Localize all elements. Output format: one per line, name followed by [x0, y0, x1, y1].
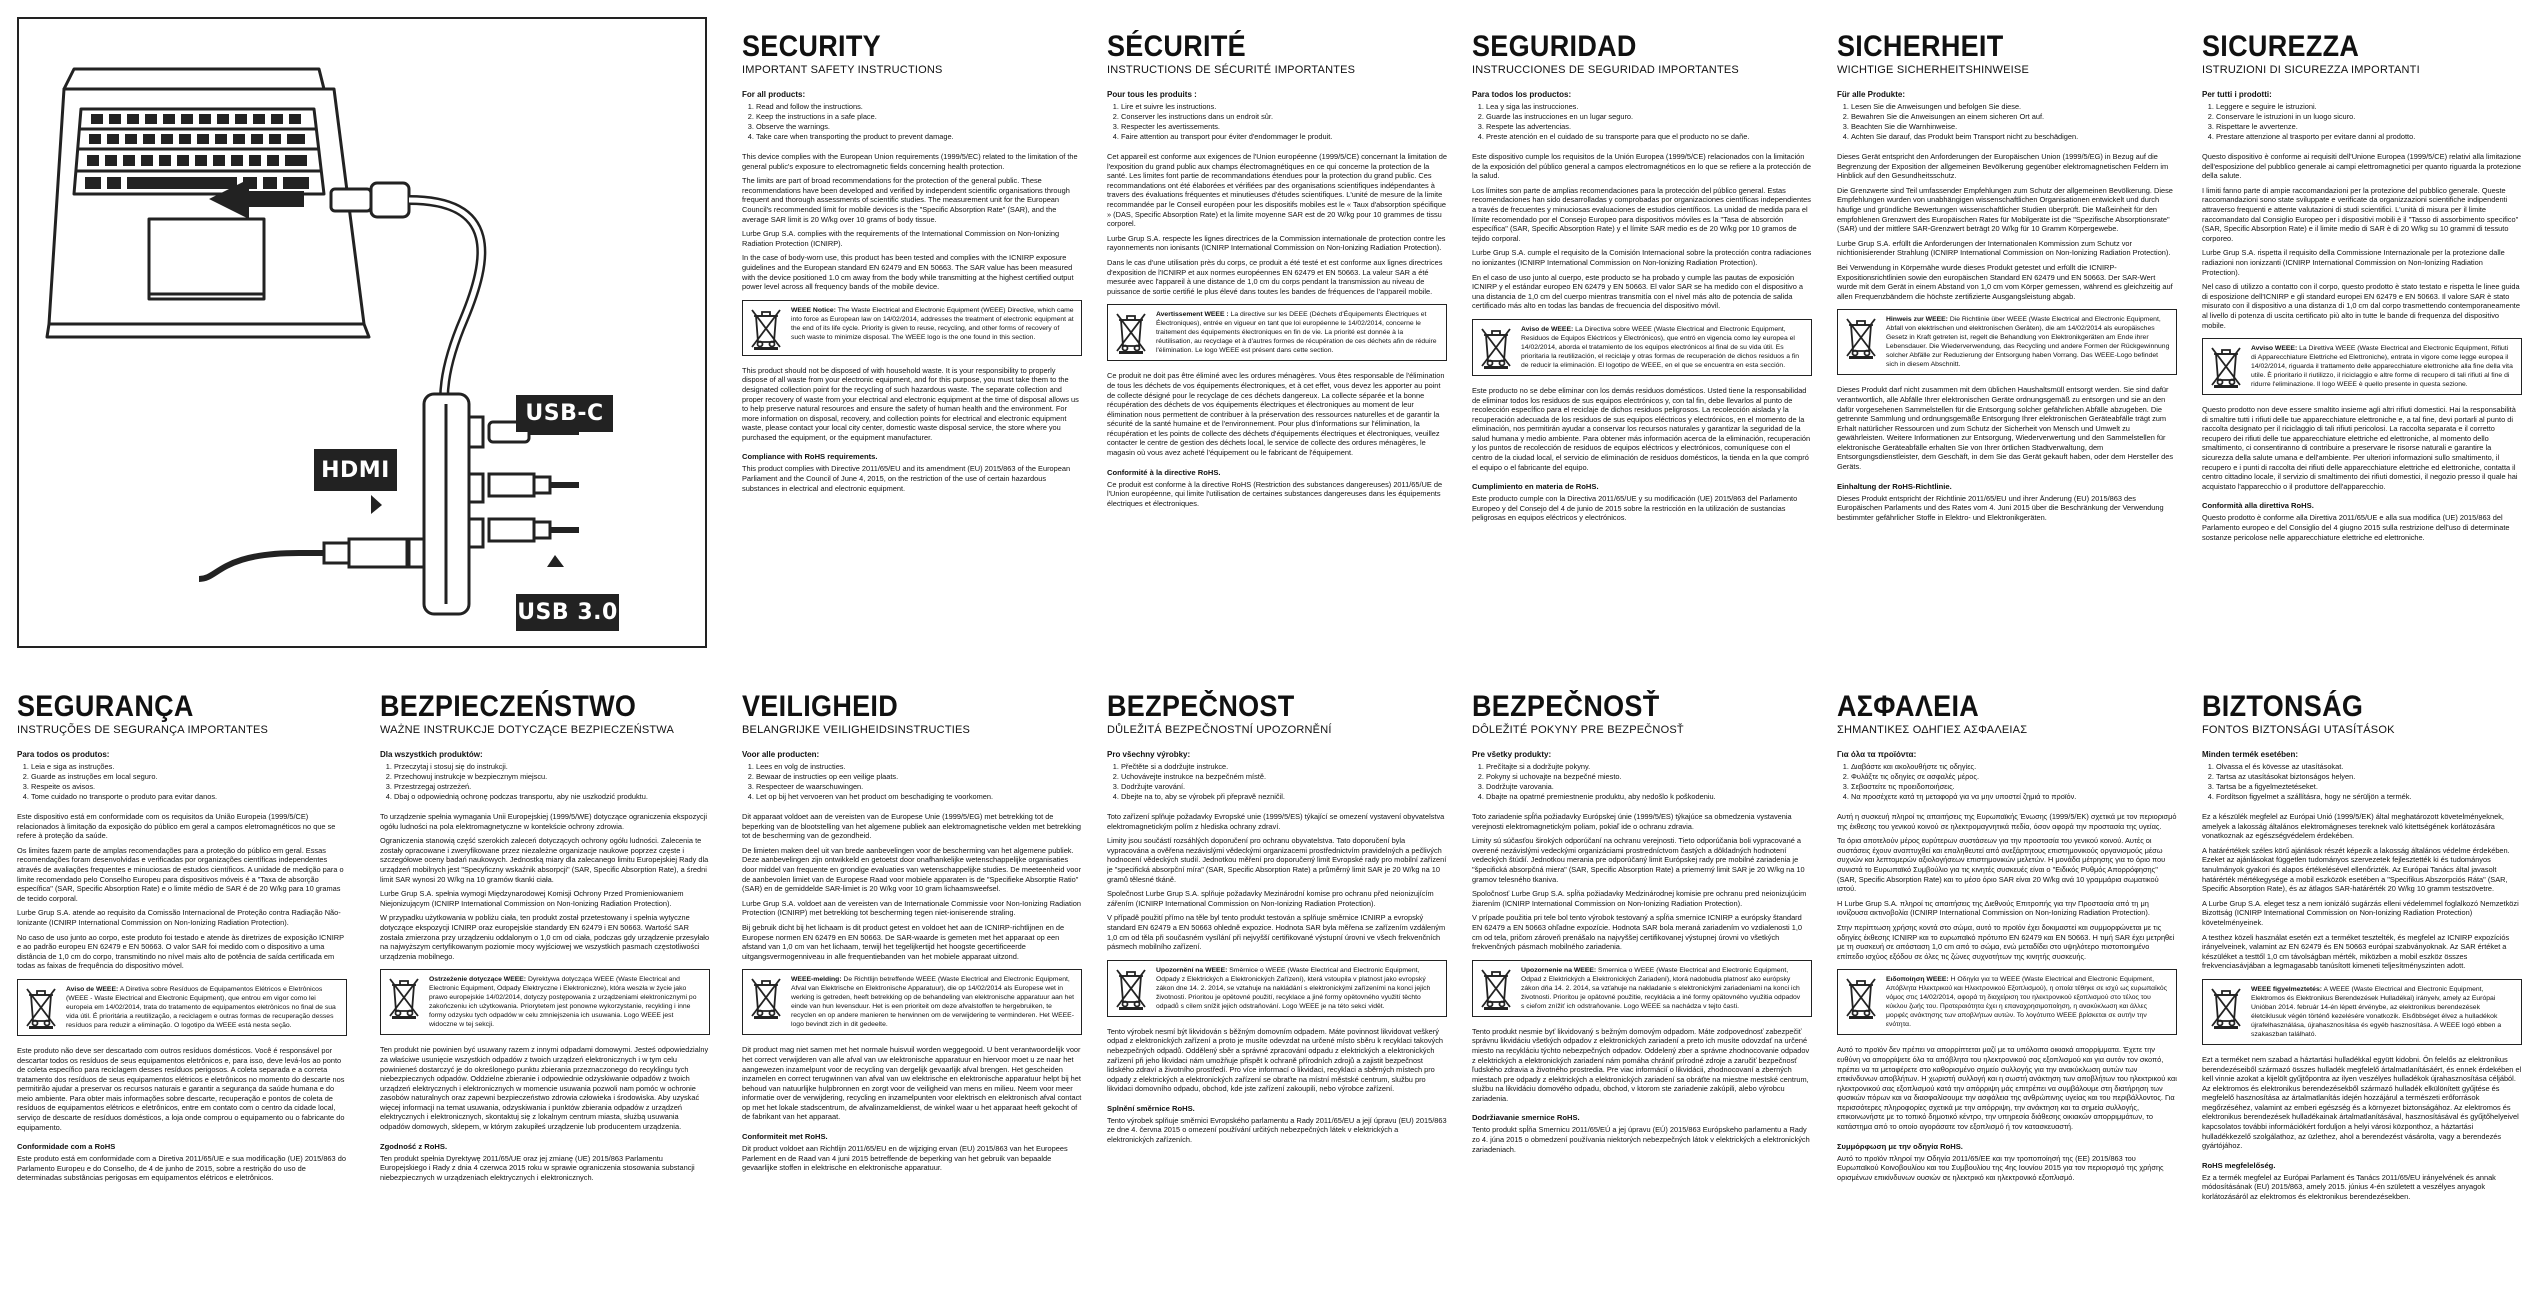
instruction-item: 3. Dodržujte varování.	[1121, 782, 1447, 792]
section-title: SICUREZZA	[2202, 30, 2360, 63]
body-paragraph: Este dispositivo está em conformidade com os requisitos da União Europeia (1999/5/CE) relacionados à limitação da exposição do público em geral a campos eletromagnéticos no que se refere à proteção da saúde.	[17, 812, 336, 841]
instruction-item: 1. Leggere e seguire le istruzioni.	[2216, 102, 2522, 112]
section-title: BEZPIECZEŃSTWO	[380, 690, 637, 723]
instruction-list	[1121, 762, 1447, 802]
instruction-list	[31, 762, 347, 802]
section-nl	[742, 690, 1082, 1300]
section-title: BEZPEČNOST	[1107, 690, 1295, 723]
rohs-text: Este produto está em conformidade com a Diretiva 2011/65/UE e sua modificação (UE) 2015/863 do Parlamento Europeu e do Conselho, de 4 de junho de 2015, sobre a restrição do uso de determinadas substâncias perigosas em equipamentos elétricos e eletrônicos.	[17, 1154, 346, 1183]
instruction-item: 1. Read and follow the instructions.	[756, 102, 1082, 112]
rohs-text: Ten produkt spełnia Dyrektywę 2011/65/UE oraz jej zmianę (UE) 2015/863 Parlamentu Europejskiego i Rady z dnia 4 czerwca 2015 roku w sprawie ograniczenia stosowania substancji niebezpiecznych w urządzeniach elektrycznych i elektronicznych.	[380, 1153, 695, 1182]
body-paragraph: Lurbe Grup S.A. respecte les lignes directrices de la Commission internationale de protection contre les rayonnements non ionisants (ICNIRP International Commission on Non-Ionizing Radiation Protection).	[1107, 233, 1446, 253]
instruction-item: 3. Dodržujte varovania.	[1486, 782, 1812, 792]
body-paragraph: Cet appareil est conforme aux exigences de l'Union européenne (1999/5/CE) concernant la limitation de l'exposition du grand public aux champs électromagnétiques en ce qui concerne la protection de la santé. Les limites font partie de recommandations étendues pour la protection du grand public. Ces recommandations ont été élaborées et vérifiées par des organisations scientifiques indépendantes à travers des évaluations fréquentes et minutieuses d'études scientifiques. L'unité de mesure de la limite recommandée par le Conseil européen pour les dispositifs mobiles est le « Taux d'absorption spécifique » (DAS, Specific Absorption Rate) et la limite moyenne SAR est de 20 W/kg pour 10 grammes de tissu corporel.	[1107, 152, 1447, 229]
rohs-text: Tento výrobek splňuje směrnici Evropského parlamentu a Rady 2011/65/EU a její úpravu (EU) 2015/863 ze dne 4. června 2015 o omezení používání určitých nebezpečných látek v elektrických a elektronických zařízeních.	[1107, 1115, 1447, 1145]
body-paragraph: Στην περίπτωση χρήσης κοντά στο σώμα, αυτό το προϊόν έχει δοκιμαστεί και συμμορφώνεται με τις οδηγίες έκθεσης ICNIRP και το ευρωπαϊκό πρότυπο EN 62479 και EN 50663. Η τιμή SAR έχει μετρηθεί με τη συσκευή σε απόσταση 1,0 cm από το σώμα, ενώ μεταδίδει στο υψηλότερο πιστοποιημένο επίπεδο ισχύος εξόδου σε όλες τις ζώνες συχνοτήτων της κινητής συσκευής.	[1837, 922, 2175, 961]
section-subtitle: DŮLEŽITÁ BEZPEČNOSTNÍ UPOZORNĚNÍ	[1107, 724, 1332, 736]
section-subtitle: DÔLEŽITÉ POKYNY PRE BEZPEČNOSŤ	[1472, 724, 1684, 736]
instruction-item: 2. Guarde las instrucciones en un lugar seguro.	[1486, 112, 1812, 122]
rohs-title: Zgodność z RoHS.	[380, 1141, 448, 1151]
instruction-list	[756, 102, 1082, 142]
instruction-item: 4. Preste atención en el cuidado de su transporte para que el producto no se dañe.	[1486, 132, 1812, 142]
weee-notice	[1107, 960, 1447, 1017]
crossed-bin-icon	[749, 975, 783, 1019]
weee-text: A WEEE (Waste Electrical and Electronic Equipment, Elektromos és Elektronikus Berendezések Hulladékai) irányelv, amely az Európai Unióban 2014. február 14-én lépett érvénybe, az elektronikus berendezések életciklusuk végén történő kezelésére vonatkozik. Elsőbbséget élvez a hulladékok újrafelhasználása, újrahasznosítása és egyéb hasznosítása. A WEEE logó ebben a szakaszban található.	[2251, 985, 2502, 1038]
weee-notice	[1472, 960, 1812, 1017]
crossed-bin-icon	[2209, 985, 2243, 1029]
body-paragraph: Lurbe Grup S.A. erfüllt die Anforderungen der Internationalen Kommission zum Schutz vor nichtionisierender Strahlung (ICNIRP International Commission on Non-Ionizing Radiation Protection).	[1837, 238, 2171, 258]
usb-c-label: USB-C	[516, 395, 613, 432]
section-el	[1837, 690, 2177, 1300]
crossed-bin-icon	[1844, 975, 1878, 1019]
section-title: SEGURANÇA	[17, 690, 194, 723]
instruction-item: 4. Take care when transporting the product to prevent damage.	[756, 132, 1082, 142]
body-paragraph: Limity jsou součástí rozsáhlých doporučení pro ochranu obyvatelstva. Tato doporučení byla vypracována a ověřena nezávislými vědeckými organizacemi prostřednictvím pravidelných a pečlivých hodnocení vědeckých studií. Jednotkou měření pro doporučený limit Evropské rady pro mobilní zařízení je "specifická absorpční míra" (SAR, Specific Absorption Rate) a průměrný limit SAR je 20 W/kg na 10 gramů tělesné tkáně.	[1107, 836, 1447, 884]
products-heading: For all products:	[742, 90, 806, 99]
instruction-item: 1. Olvassa el és kövesse az utasításokat.	[2216, 762, 2522, 772]
rohs-title: Cumplimiento en materia de RoHS.	[1472, 482, 1599, 492]
body-paragraph: Die Grenzwerte sind Teil umfassender Empfehlungen zum Schutz der allgemeinen Bevölkerung. Diese Empfehlungen wurden von unabhängigen wissenschaftlichen Organisationen entwickelt und durch häufige und gründliche Bewertungen wissenschaftlicher Studien überprüft. Die Maßeinheit für den empfohlenen Grenzwert des Europäischen Rates für Mobilgeräte ist die "Spezifische Absorptionsrate" (SAR) und der mittlere SAR-Grenzwert beträgt 20 W/kg für 10 Gramm Körpergewebe.	[1837, 185, 2173, 234]
section-subtitle: INSTRUCTIONS DE SÉCURITÉ IMPORTANTES	[1107, 64, 1356, 76]
section-en	[742, 30, 1082, 650]
products-heading: Para todos los productos:	[1472, 90, 1572, 99]
instruction-item: 4. Faire attention au transport pour éviter d'endommager le produit.	[1121, 132, 1447, 142]
weee-text: Η Οδηγία για τα WEEE (Waste Electrical and Electronic Equipment, Απόβλητα Ηλεκτρικού και Ηλεκτρονικού Εξοπλισμού), η οποία τέθηκε σε ισχύ ως ευρωπαϊκός νόμος στις 14/02/2014, αφορά τη διαχείριση του ηλεκτρονικού εξοπλισμού στο τέλος του κύκλου ζωής του. Προτεραιότητα έχει η επαναχρησιμοποίηση, η ανακύκλωση και άλλες μορφές ανάκτησης των αποβλήτων αυτών. Το λογότυπο WEEE βρίσκεται σε αυτήν την ενότητα.	[1886, 976, 2167, 1029]
weee-text: Směrnice o WEEE (Waste Electrical and Electronic Equipment, Odpady z Elektrických a Elektronických Zařízení), která vstoupila v platnost jako evropský zákon dne 14. 2. 2014, se vztahuje na nakládání s elektronickými zařízeními na konci jejich životnosti. Prioritou je opětovné použití, recyklace a jiné formy opětovného využití těchto odpadů s cílem snížit jejich odstraňování. Logo WEEE je na této sekci vidět.	[1156, 966, 1431, 1010]
body-paragraph: Τα όρια αποτελούν μέρος ευρύτερων συστάσεων για την προστασία του γενικού κοινού. Αυτές οι συστάσεις έχουν αναπτυχθεί και επαληθευτεί από ανεξάρτητους επιστημονικούς οργανισμούς μέσω συχνών και λεπτομερών αξιολογήσεων επιστημονικών μελετών. Η μονάδα μέτρησης για το όριο που συνιστά το Ευρωπαϊκό Συμβούλιο για τις κινητές συσκευές είναι ο "Ειδικός Ρυθμός Απορρόφησης" (SAR, Specific Absorption Rate) και το μέσο όριο SAR είναι 20 W/kg ανά 10 γραμμάρια σωματικού ιστού.	[1837, 836, 2166, 894]
weee-text: La Directiva sobre WEEE (Waste Electrical and Electronic Equipment, Residuos de Equipos Eléctricos y Electrónicos), que entró en vigencia como ley europea el 14/02/2014, aborda el tratamiento de los equipos electrónicos al final de su vida útil. Es prioritaria la reutilización, el reciclaje y otras formas de recuperación de dichos residuos a fin de reducir la eliminación. El logotipo de WEEE, en el que se encuentra en esta sección.	[1521, 325, 1800, 369]
rohs-text: Este producto cumple con la Directiva 2011/65/UE y su modificación (UE) 2015/863 del Parlamento Europeo y del Consejo del 4 de junio de 2015 sobre la restricción en la utilización de sustancias peligrosas en equipos eléctricos y electrónicos.	[1472, 494, 1798, 523]
section-title: BIZTONSÁG	[2202, 690, 2364, 723]
body-paragraph: Dit apparaat voldoet aan de vereisten van de Europese Unie (1999/5/EG) met betrekking tot de beperking van de blootstelling van het algemene publiek aan elektromagnetische velden met betrekking tot de bescherming van de gezondheid.	[742, 812, 1081, 841]
weee-title: WEEE figyelmeztetés:	[2251, 985, 2323, 993]
instruction-item: 2. Tartsa az utasításokat biztonságos helyen.	[2216, 772, 2522, 782]
crossed-bin-icon	[1114, 310, 1148, 354]
rohs-title: Einhaltung der RoHS-Richtlinie.	[1837, 481, 1952, 491]
section-subtitle: ISTRUZIONI DI SICUREZZA IMPORTANTI	[2202, 64, 2420, 76]
section-subtitle: WAŻNE INSTRUKCJE DOTYCZĄCE BEZPIECZEŃSTWA	[380, 724, 675, 736]
crossed-bin-icon	[387, 975, 421, 1019]
body-paragraph: Bij gebruik dicht bij het lichaam is dit product getest en voldoet het aan de ICNIRP-richtlijnen en de Europese normen EN 62479 en EN 50663. De SAR-waarde is gemeten met het apparaat op een afstand van 1,0 cm van het lichaam, terwijl het tegelijkertijd het hoogste gecertificeerde uitgangsvermogenniveau in alle frequentiebanden van het mobiele apparaat uitzond.	[742, 922, 1065, 961]
rohs-text: Tento produkt spĺňa Smernicu 2011/65/EÚ a jej úpravu (EÚ) 2015/863 Európskeho parlamentu a Rady zo 4. júna 2015 o obmedzení používania niektorých nebezpečných látok v elektrických a elektronických zariadeniach.	[1472, 1125, 1810, 1154]
usb3-connectors	[489, 474, 579, 541]
rohs-text: Dieses Produkt entspricht der Richtlinie 2011/65/EU und ihrer Änderung (EU) 2015/863 des Europäischen Parlaments und des Rates vom 4. Juni 2015 über die Beschränkung der Verwendung bestimmter gefährlicher Stoffe in Elektro- und Elektronikgeräten.	[1837, 493, 2164, 522]
instruction-item: 3. Respecteer de waarschuwingen.	[756, 782, 1082, 792]
instruction-list	[1851, 762, 2177, 802]
body-paragraph: Η Lurbe Grup S.A. πληροί τις απαιτήσεις της Διεθνούς Επιτροπής για την Προστασία από τη μη ιονίζουσα ακτινοβολία (ICNIRP International Commission on Non-Ionizing Radiation Protection).	[1837, 898, 2150, 918]
rohs-text: Ce produit est conforme à la directive RoHS (Restriction des substances dangereuses) 2011/65/UE de l'Union européenne, qui limite l'utilisation de certaines substances dangereuses dans les équipements électriques et électroniques.	[1107, 479, 1443, 508]
instruction-item: 1. Lire et suivre les instructions.	[1121, 102, 1447, 112]
instruction-item: 3. Respeite os avisos.	[31, 782, 347, 792]
rohs-title: Conformità alla direttiva RoHS.	[2202, 501, 2314, 511]
section-es	[1472, 30, 1812, 650]
weee-text: A Diretiva sobre Resíduos de Equipamentos Elétricos e Eletrônicos (WEEE - Waste Electrical and Electronic Equipment), que entrou em vigor como lei europeia em 14/02/2014, trata do tratamento de equipamentos eletrônicos no final de sua vida útil. É prioritária a reutilização, a reciclagem e outras formas de recuperação desses resíduos para reduzir a eliminação. O logotipo da WEEE está nesta seção.	[66, 985, 336, 1029]
instruction-item: 3. Observe the warnings.	[756, 122, 1082, 132]
body-paragraph: The limits are part of broad recommendations for the protection of the general public. These recommendations have been developed and verified by independent scientific organisations through frequent and thorough assessments of scientific studies. The measurement unit for the European Council's recommended limit for mobile devices is the "Specific Absorption Rate" (SAR), and the average SAR limit is 20 W/kg over 10 grams of body tissue.	[742, 176, 1070, 224]
weee-title: WEEE-melding:	[791, 976, 842, 984]
body-paragraph: A Lurbe Grup S.A. eleget tesz a nem ionizáló sugárzás elleni védelemmel foglalkozó Nemzetközi Bizottság (ICNIRP International Commission on Non-Ionizing Radiation Protection) követelményeinek.	[2202, 898, 2519, 927]
rohs-title: Dodržiavanie smernice RoHS.	[1472, 1113, 1580, 1123]
products-heading: Voor alle producten:	[742, 750, 820, 759]
body-paragraph: To urządzenie spełnia wymagania Unii Europejskiej (1999/5/WE) dotyczące ograniczenia ekspozycji ogółu ludności na pola elektromagnetyczne w kontekście ochrony zdrowia.	[380, 812, 707, 831]
instruction-item: 4. Prestare attenzione al trasporto per evitare danni al prodotto.	[2216, 132, 2522, 142]
rohs-text: Ez a termék megfelel az Európai Parlament és Tanács 2011/65/EU irányelvének és annak módosításának (EU) 2015/863, amely 2015. június 4-én született a veszélyes anyagok korlátozásáról az elektromos és elektronikus berendezésekben.	[2202, 1172, 2496, 1202]
rohs-title: Conformité à la directive RoHS.	[1107, 467, 1221, 477]
body-paragraph: Ograniczenia stanowią część szerokich zaleceń dotyczących ochrony ogółu ludności. Zalecenia te zostały opracowane i zweryfikowane przez niezależne organizacje naukowe poprzez częste i szczegółowe oceny badań naukowych. Jednostką miary dla zalecanego limitu Europejskiej Rady dla urządzeń mobilnych jest "Specyficzny wskaźnik absorpcji" (SAR, Specific Absorption Rate), a średni limit SAR wynosi 20 W/kg na 10 gramów tkanki ciała.	[380, 836, 709, 884]
instruction-list	[1486, 102, 1812, 142]
body-paragraph: W przypadku użytkowania w pobliżu ciała, ten produkt został przetestowany i spełnia wytyczne dotyczące ekspozycji ICNIRP oraz europejskie standardy EN 62479 i EN 50663. Wartość SAR została zmierzona przy urządzeniu oddalonym o 1,0 cm od ciała, podczas gdy urządzenie przesyłało na najwyższym certyfikowanym poziomie mocy wyjściowej we wszystkich pasmach częstotliwości urządzenia mobilnego.	[380, 913, 710, 961]
instruction-item: 4. Achten Sie darauf, das Produkt beim Transport nicht zu beschädigen.	[1851, 132, 2177, 142]
body-paragraph: Αυτή η συσκευή πληροί τις απαιτήσεις της Ευρωπαϊκής Ένωσης (1999/5/ΕΚ) σχετικά με τον περιορισμό της έκθεσης του γενικού κοινού σε ηλεκτρομαγνητικά πεδία, όσον αφορά την προστασία της υγείας.	[1837, 812, 2177, 831]
instruction-item: 1. Lesen Sie die Anweisungen und befolgen Sie diese.	[1851, 102, 2177, 112]
section-fr	[1107, 30, 1447, 650]
instruction-list	[2216, 762, 2522, 802]
instruction-item: 2. Conservare le istruzioni in un luogo sicuro.	[2216, 112, 2522, 122]
body-paragraph: Toto zařízení splňuje požadavky Evropské unie (1999/5/ES) týkající se omezení vystavení obyvatelstva elektromagnetickým polím z hlediska ochrany zdraví.	[1107, 812, 1445, 831]
section-subtitle: WICHTIGE SICHERHEITSHINWEISE	[1837, 64, 2029, 76]
instruction-item: 1. Lees en volg de instructies.	[756, 762, 1082, 772]
weee-title: Upozornění na WEEE:	[1156, 966, 1228, 974]
weee-title: Aviso de WEEE:	[1521, 325, 1574, 333]
rohs-title: Compliance with RoHS requirements.	[742, 452, 878, 462]
body-paragraph: In the case of body-worn use, this product has been tested and complies with the ICNIRP exposure guidelines and the European standard EN 62479 and EN 50663. The SAR value has been measured with the device positioned 1.0 cm away from the body while transmitting at the highest certified output power level across all frequency bands of the mobile device.	[742, 253, 1074, 292]
section-subtitle: BELANGRIJKE VEILIGHEIDSINSTRUCTIES	[742, 724, 971, 736]
body-paragraph: De limieten maken deel uit van brede aanbevelingen voor de bescherming van het algemene publiek. Deze aanbevelingen zijn ontwikkeld en getoetst door onafhankelijke wetenschappelijke organisaties door middel van frequente en grondige evaluaties van wetenschappelijke studies. De meeteenheid voor de aanbevolen limiet van de Europese Raad voor mobiele apparaten is de "Specifieke Absorptie Ratio" (SAR) en de gemiddelde SAR-limiet is 20 W/kg voor 10 gram lichaamsweefsel.	[742, 845, 1081, 894]
weee-title: Avviso WEEE:	[2251, 345, 2298, 353]
weee-title: Ostrzeżenie dotyczące WEEE:	[429, 976, 527, 984]
instruction-item: 3. Beachten Sie die Warnhinweise.	[1851, 122, 2177, 132]
weee-text: The Waste Electrical and Electronic Equipment (WEEE) Directive, which came into force as European law on 14/02/2014, addresses the treatment of electronic equipment at the end of its life cycle. Priority is given to reuse, recycling, and other forms of recovery of such waste to minimize disposal. The WEEE logo is the one found in this section.	[791, 306, 1074, 341]
instruction-list	[1486, 762, 1812, 802]
body-paragraph: Os limites fazem parte de amplas recomendações para a proteção do público em geral. Essas recomendações foram desenvolvidas e verificadas por organizações científicas independentes através de avaliações frequentes e minuciosas de estudos científicos. A unidade de medição para o limite recomendado pelo Conselho Europeu para dispositivos móveis é a "Taxa de absorção específica" (SAR, Specific Absorption Rate) e o limite médio de SAR é de 20 W/kg para 10 gramas de tecido corporal.	[17, 845, 344, 903]
body-paragraph: A határértékek széles körű ajánlások részét képezik a lakosság általános védelme érdekében. Ezeket az ajánlásokat független tudományos szervezetek fejlesztették ki és tudományos tanulmányok gyakori és alapos értékelésével ellenőrizték. Az Európai Tanács által javasolt határérték mértékegysége a mobil eszközök esetében a "Specifikus Abszorpciós Ráta" (SAR, Specific Absorption Rate), és az átlagos SAR-határérték 20 W/kg 10 gramm testszövetre.	[2202, 845, 2510, 894]
section-subtitle: IMPORTANT SAFETY INSTRUCTIONS	[742, 64, 943, 76]
section-title: SÉCURITÉ	[1107, 30, 1246, 63]
body-paragraph: No caso de uso junto ao corpo, este produto foi testado e atende às diretrizes de exposição ICNIRP e ao padrão europeu EN 62479 e EN 50663. O valor SAR foi medido com o dispositivo a uma distância de 1,0 cm do corpo, transmitindo no nível mais alto de potência de saída certificada em todas as faixas de frequência do dispositivo móvel.	[17, 932, 344, 971]
weee-notice	[2202, 979, 2522, 1045]
weee-text: De Richtlijn betreffende WEEE (Waste Electrical and Electronic Equipment, Afval van Elektrische en Elektronische Apparatuur), die op 14/02/2014 als Europese wet in werking is getreden, heeft betrekking op de behandeling van elektronische apparatuur aan het einde van hun levensduur. Het is een prioriteit om deze afvalstoffen te hergebruiken, te recyclen en op andere manieren te herwinnen om de verwijdering te verminderen. Het WEEE-logo bevindt zich in dit gedeelte.	[791, 976, 1075, 1029]
rohs-title: Splnění směrnice RoHS.	[1107, 1103, 1195, 1113]
weee-title: WEEE Notice:	[791, 306, 836, 314]
hdmi-connector	[199, 539, 407, 579]
products-heading: Per tutti i prodotti:	[2202, 90, 2272, 99]
instruction-item: 2. Bewahren Sie die Anweisungen an einem sicheren Ort auf.	[1851, 112, 2177, 122]
product-illustration	[17, 17, 707, 648]
products-heading: Για όλα τα προϊόντα:	[1837, 750, 1917, 759]
crossed-bin-icon	[24, 985, 58, 1029]
instruction-item: 1. Przeczytaj i stosuj się do instrukcji.	[394, 762, 710, 772]
instruction-item: 3. Respecter les avertissements.	[1121, 122, 1447, 132]
weee-notice	[1472, 319, 1812, 376]
instruction-item: 4. Tome cuidado no transporte o produto para evitar danos.	[31, 792, 347, 802]
section-it	[2202, 30, 2522, 650]
rohs-title: Conformidade com a RoHS	[17, 1142, 116, 1152]
body-paragraph: Questo dispositivo è conforme ai requisiti dell'Unione Europea (1999/5/CE) relativi alla limitazione dell'esposizione del pubblico generale ai campi elettromagnetici per quanto riguarda la protezione della salute.	[2202, 152, 2521, 181]
instruction-list	[394, 762, 710, 802]
body-paragraph: This device complies with the European Union requirements (1999/5/EC) related to the limitation of the general public's exposure to electromagnetic fields concerning health protection.	[742, 152, 1078, 171]
section-title: SEGURIDAD	[1472, 30, 1637, 63]
body-paragraph: Los límites son parte de amplias recomendaciones para la protección del público general. Estas recomendaciones han sido desarrolladas y comprobadas por organizaciones científicas independientes a través de frecuentes y minuciosas evaluaciones de estudios científicos. La unidad de medida para el límite recomendado por el Consejo Europeo para dispositivos móviles es la "Tasa de absorción específica" (SAR, Specific Absorption Rate) y el límite SAR medio es de 20 W/kg por 10 gramos de tejido corporal.	[1472, 185, 1811, 243]
products-heading: Dla wszystkich produktów:	[380, 750, 483, 759]
weee-title: Aviso de WEEE:	[66, 985, 119, 993]
hdmi-label: HDMI	[314, 449, 397, 491]
rohs-title: RoHS megfelelőség.	[2202, 1160, 2276, 1170]
weee-notice	[1837, 969, 2177, 1035]
instruction-item: 1. Διαβάστε και ακολουθήστε τις οδηγίες.	[1851, 762, 2177, 772]
disposal-paragraph: Αυτό το προϊόν δεν πρέπει να απορρίπτεται μαζί με τα υπόλοιπα οικιακά απορρίμματα. Έχετε την ευθύνη να απορρίψετε όλα τα απόβλητα του ηλεκτρονικού σας εξοπλισμού και για αυτόν τον σκοπό, πρέπει να τα μεταφέρετε στο καθορισμένο σημείο συλλογής για την ανακύκλωση αυτών των επικίνδυνων αποβλήτων. Η χωριστή συλλογή και η σωστή ανάκτηση των αποβλήτων του ηλεκτρικού και ηλεκτρονικού σας εξοπλισμού κατά την απόρριψη μάς επιτρέπει να συμβάλουμε στη διατήρηση των φυσικών πόρων και να διασφαλίσουμε την ασφάλεια της ανθρώπινης υγείας και του περιβάλλοντος. Για περισσότερες πληροφορίες σχετικά με την απόρριψη, την ανάκτηση και τα σημεία συλλογής, επικοινωνήστε με το τοπικό δημοτικό κέντρο, την υπηρεσία διάθεσης οικιακών απορριμμάτων, το κατάστημα από το οποίο αγοράσατε τον εξοπλισμό ή τον κατασκευαστή.	[1837, 1045, 2177, 1132]
section-pl	[380, 690, 710, 1300]
disposal-paragraph: Este produto não deve ser descartado com outros resíduos domésticos. Você é responsável por descartar todos os resíduos de seus equipamentos eletrônicos e, para isso, deve levá-los ao ponto de coleta específico para reciclagem desses resíduos perigosos. A coleta separada e a correta tratamento dos resíduos de seus equipamentos elétricos e eletrônicos no momento do descarte nos permitirão ajudar a preservar os recursos naturais e garantir a segurança da saúde humana e do meio ambiente. Para obter mais informações sobre descarte, recuperação e pontos de coleta de resíduos de equipamentos elétricos e eletrônicos, entre em contato com o centro da cidade local, serviço de descarte de resíduos domésticos, a loja onde comprou o equipamento ou o fabricante do equipamento.	[17, 1045, 345, 1132]
instruction-item: 4. Fordítson figyelmet a szállításra, hogy ne sérüljön a termék.	[2216, 792, 2522, 802]
instruction-item: 4. Let op bij het vervoeren van het product om beschadiging te voorkomen.	[756, 792, 1082, 802]
disposal-paragraph: This product should not be disposed of with household waste. It is your responsibility to properly dispose of all waste from your electronic equipment, and for this purpose, you must take them to the designated collection point for the recycling of such hazardous waste. The separate collection and proper recovery of waste from your electrical and electronic equipment at the time of disposal allows us to help preserve natural resources and ensure the safety of human health and the environment. For more information on disposal, recovery, and collection points for electrical and electronic equipment waste, please contact your local city center, domestic waste disposal service, the store where you purchased the equipment, or the equipment manufacturer.	[742, 365, 1079, 442]
section-title: SECURITY	[742, 30, 881, 63]
weee-text: La Direttiva WEEE (Waste Electrical and Electronic Equipment, Rifiuti di Apparecchiature Elettriche ed Elettroniche), entrata in vigore come legge europea il 14/02/2014, riguarda il trattamento delle apparecchiature elettroniche alla fine della vita utile. È prioritario il riutilizzo, il riciclaggio e altre forme di recupero di tali rifiuti al fine di ridurre l'eliminazione. Il logo WEEE è quello presente in questa sezione.	[2251, 345, 2513, 389]
products-heading: Für alle Produkte:	[1837, 90, 1906, 99]
weee-notice	[742, 969, 1082, 1035]
weee-text: La directive sur les DEEE (Déchets d'Équipements Électriques et Électroniques), entrée en vigueur en tant que loi européenne le 14/02/2014, concerne le traitement des équipements électroniques en fin de vie. La priorité est donnée à la réutilisation, au recyclage et à d'autres formes de récupération de ces déchets afin de réduire l'élimination. Le logo WEEE est présent dans cette section.	[1156, 311, 1437, 355]
instruction-list	[2216, 102, 2522, 142]
instruction-item: 2. Bewaar de instructies op een veilige plaats.	[756, 772, 1082, 782]
section-title: BEZPEČNOSŤ	[1472, 690, 1660, 723]
disposal-paragraph: Ten produkt nie powinien być usuwany razem z innymi odpadami domowymi. Jesteś odpowiedzialny za właściwe usunięcie wszystkich odpadów z twoich urządzeń elektronicznych i w tym celu powinieneś dostarczyć je do określonego punktu zbierania przeznaczonego do recyklingu tych niebezpiecznych odpadów. Oddzielne zbieranie i odpowiednie odzyskiwanie odpadów z twoich urządzeń elektrycznych i elektronicznych w momencie usuwania pozwoli nam pomóc w ochronie zasobów naturalnych oraz zapewni bezpieczeństwo zdrowia człowieka i środowiska. Aby uzyskać więcej informacji na temat usuwania, odzyskiwania i punktów zbierania odpadów z urządzeń elektrycznych i elektronicznych, skontaktuj się z lokalnym centrum miasta, służbą usuwania odpadów domowych, sklepem, w którym zakupiłeś urządzenie lub producentem urządzenia.	[380, 1045, 709, 1132]
body-paragraph: Lurbe Grup S.A. atende ao requisito da Comissão Internacional de Proteção contra Radiação Não-Ionizante (ICNIRP International Commission on Non-Ionizing Radiation Protection).	[17, 908, 341, 927]
section-title: VEILIGHEID	[742, 690, 899, 723]
crossed-bin-icon	[1479, 966, 1513, 1010]
crossed-bin-icon	[1114, 966, 1148, 1010]
instruction-item: 1. Prečítajte si a dodržujte pokyny.	[1486, 762, 1812, 772]
instruction-item: 3. Respete las advertencias.	[1486, 122, 1812, 132]
rohs-title: Συμμόρφωση με την οδηγία RoHS.	[1837, 1141, 1963, 1151]
section-pt	[17, 690, 347, 1300]
instruction-item: 3. Σεβαστείτε τις προειδοποιήσεις.	[1851, 782, 2177, 792]
body-paragraph: Este dispositivo cumple los requisitos de la Unión Europea (1999/5/CE) relacionados con la limitación de la exposición del público general a campos electromagnéticos en lo que se refiere a la protección de la salud.	[1472, 152, 1811, 181]
weee-notice	[380, 969, 710, 1035]
instruction-item: 4. Dbaj o odpowiednią ochronę podczas transportu, aby nie uszkodzić produktu.	[394, 792, 710, 802]
laptop-icon	[47, 69, 369, 337]
disposal-paragraph: Ce produit ne doit pas être éliminé avec les ordures ménagères. Vous êtes responsable de l'élimination de tous les déchets de vos équipements électroniques, et à cet effet, vous devez les apporter au point de collecte désigné pour le recyclage de ces déchets dangereux. La collecte séparée et la bonne récupération des déchets de vos équipements électriques et électroniques au moment de leur élimination nous permettent de contribuer à la préservation des ressources naturelles et de garantir la sécurité de la santé humaine et de l'environnement. Pour plus d'informations sur l'élimination, la récupération et les points de collecte des déchets d'équipements électriques et électroniques, veuillez contacter le centre de gestion des déchets local, le service de collecte des ordures ménagères, le magasin où vous avez acheté l'équipement ou le fabricant de l'équipement.	[1107, 371, 1445, 458]
body-paragraph: Dans le cas d'une utilisation près du corps, ce produit a été testé et est conforme aux lignes directrices d'exposition de l'ICNIRP et aux normes européennes EN 62479 et EN 50663. La valeur SAR a été mesurée avec l'appareil à une distance de 1,0 cm du corps pendant la transmission au niveau de puissance de sortie certifié le plus élevé dans toutes les bandes de fréquences de l'appareil mobile.	[1107, 257, 1443, 296]
weee-notice	[1107, 304, 1447, 361]
rohs-text: Αυτό το προϊόν πληροί την Οδηγία 2011/65/ΕΕ και την τροποποίησή της (ΕΕ) 2015/863 του Ευρωπαϊκού Κοινοβουλίου και του Συμβουλίου της 4ης Ιουνίου 2015 για τον περιορισμό της χρήσης ορισμένων επικίνδυνων ουσιών σε ηλεκτρικό και ηλεκτρονικό εξοπλισμό.	[1837, 1153, 2164, 1182]
disposal-paragraph: Este producto no se debe eliminar con los demás residuos domésticos. Usted tiene la responsabilidad de eliminar todos los residuos de sus equipos electrónicos y, con tal fin, debe llevarlos al punto de recolección específico para el reciclaje de dichos residuos peligrosos. La recolección aislada y la recuperación adecuada de los residuos de sus equipos eléctricos y electrónicos, en el momento de la eliminación, nos permitirán ayudar a conservar los recursos naturales y garantizar la seguridad de la salud humana y medio ambiente. Para obtener más información acerca de la eliminación, recuperación y los puntos de recolección de residuos de equipos eléctricos y electrónicos, comuníquese con el centro de la ciudad local, el servicio de eliminación de residuos domésticos, la tienda en la que compró el equipo o el fabricante del equipo.	[1472, 385, 1811, 472]
section-cs	[1107, 690, 1447, 1300]
instruction-item: 2. Φυλάξτε τις οδηγίες σε ασφαλές μέρος.	[1851, 772, 2177, 782]
weee-text: Smernica o WEEE (Waste Electrical and Electronic Equipment, Odpad z Elektrických a Elektronických Zariadení), ktorá nadobudla platnosť ako európsky zákon dňa 14. 2. 2014, sa vzťahuje na nakladanie s elektronickými zariadeniami na konci ich životnosti. Prioritou je opätovné použitie, recyklácia a iné formy opätovného využitia odpadov s cieľom znížiť ich odstraňovanie. Logo WEEE sa nachádza v tejto časti.	[1521, 966, 1801, 1010]
section-subtitle: FONTOS BIZTONSÁGI UTASÍTÁSOK	[2202, 724, 2395, 736]
disposal-paragraph: Questo prodotto non deve essere smaltito insieme agli altri rifiuti domestici. Hai la responsabilità di smaltire tutti i rifiuti delle tue apparecchiature elettroniche e, a tal fine, devi portarli al punto di raccolta designato per il riciclaggio di tali rifiuti pericolosi. La raccolta separata e il corretto recupero dei rifiuti delle tue apparecchiature elettriche ed elettroniche, al momento dello smaltimento, ci consentiranno di contribuire a preservare le risorse naturali e garantire la sicurezza della salute umana e dell'ambiente. Per ulteriori informazioni sullo smaltimento, il recupero e i punti di raccolta dei rifiuti delle apparecchiature elettriche ed elettroniche, contatta il centro cittadino locale, il servizio di smaltimento dei rifiuti domestici, il negozio presso il quale hai acquistato l'apparecchio o il produttore dell'apparecchio.	[2202, 405, 2518, 491]
rohs-title: Conformiteit met RoHS.	[742, 1132, 828, 1142]
instruction-list	[1121, 102, 1447, 142]
instruction-item: 3. Rispettare le avvertenze.	[2216, 122, 2522, 132]
section-subtitle: ΣΗΜΑΝΤΙΚΕΣ ΟΔΗΓΙΕΣ ΑΣΦΑΛΕΙΑΣ	[1837, 724, 2028, 736]
rohs-text: This product complies with Directive 2011/65/EU and its amendment (EU) 2015/863 of the European Parliament and the Council of June 4, 2015, on the restriction of the use of certain hazardous substances in electrical and electronic equipment.	[742, 464, 1071, 493]
instruction-list	[1851, 102, 2177, 142]
products-heading: Para todos os produtos:	[17, 750, 110, 759]
body-paragraph: V případě použití přímo na těle byl tento produkt testován a splňuje směrnice ICNIRP a evropský standard EN 62479 a EN 50663 ohledně expozice. Hodnota SAR byla měřena se zařízením vzdáleným 1,0 cm od těla při současném vysílání při nejvyšší certifikované výstupní úrovni ve všech frekvenčních pásmech mobilního zařízení.	[1107, 913, 1446, 952]
body-paragraph: A testhez közeli használat esetén ezt a terméket tesztelték, és megfelel az ICNIRP expozíciós irányelveinek, valamint az EN 62479 és EN 50663 európai szabványoknak. Az SAR értéket a készüléket a testtől 1,0 cm távolságban mérték, miközben a mobil eszköz összes frekvenciasávjában a legmagasabb tanúsított kimeneti teljesítményszinten adott.	[2202, 932, 2510, 971]
instruction-item: 3. Tartsa be a figyelmeztetéseket.	[2216, 782, 2522, 792]
weee-title: Ειδοποίηση WEEE:	[1886, 976, 1949, 984]
usb-c-plug	[331, 183, 409, 217]
instruction-item: 2. Pokyny si uchovajte na bezpečné miesto.	[1486, 772, 1812, 782]
rohs-text: Questo prodotto è conforme alla Direttiva 2011/65/UE e alla sua modifica (UE) 2015/863 del Parlamento europeo e del Consiglio del 4 giugno 2015 sulla restrizione dell'uso di determinate sostanze pericolose nelle apparecchiature elettriche ed elettroniche.	[2202, 513, 2510, 542]
instruction-item: 2. Conserver les instructions dans un endroit sûr.	[1121, 112, 1447, 122]
instruction-item: 2. Guarde as instruções em local seguro.	[31, 772, 347, 782]
products-heading: Pre všetky produkty:	[1472, 750, 1552, 759]
disposal-paragraph: Ezt a terméket nem szabad a háztartási hulladékkal együtt kidobni. Ön felelős az elektronikus berendezéseiből származó összes hulladék megfelelő ártalmatlanításáért, és ennek érdekében el kell vinnie azokat a kijelölt gyűjtőpontra az ilyen veszélyes hulladékok újrahasznosítása céljából. Az elektromos és elektronikus berendezésekből származó hulladék elkülönített gyűjtése és megfelelő hasznosítása az ártalmatlanítás idején hozzájárul a természeti erőforrások megőrzéséhez, valamint az emberi egészség és a környezet biztonságához. Az elektromos és elektronikus berendezések hulladékainak ártalmatlanításával, hasznosításával és gyűjtőhelyeivel kapcsolatos további információkért forduljon a helyi városi központhoz, a háztartási hulladékkezelő szolgálathoz, az üzlethez, ahol a berendezést vásárolta, vagy a berendezés gyártójához.	[2202, 1054, 2522, 1151]
section-title: SICHERHEIT	[1837, 30, 2004, 63]
instruction-item: 2. Keep the instructions in a safe place.	[756, 112, 1082, 122]
crossed-bin-icon	[749, 306, 783, 350]
instruction-item: 2. Uchovávejte instrukce na bezpečném místě.	[1121, 772, 1447, 782]
body-paragraph: V prípade použitia pri tele bol tento výrobok testovaný a spĺňa smernice ICNIRP a európsky štandard EN 62479 a EN 50663 ohľadne expozície. Hodnota SAR bola meraná zariadením vo vzdialenosti 1,0 cm od tela, pričom zároveň prenášalo na najvyššej certifikovanej výstupnej úrovni vo všetkých frekvenčných pásmach mobilného zariadenia.	[1472, 913, 1803, 952]
body-paragraph: Lurbe Grup S.A. rispetta il requisito della Commissione Internazionale per la protezione dalle radiazioni non ionizzanti (ICNIRP International Commission on Non-Ionizing Radiation Protection).	[2202, 248, 2505, 277]
products-heading: Minden termék esetében:	[2202, 750, 2299, 759]
section-sk	[1472, 690, 1812, 1300]
body-paragraph: Lurbe Grup S.A. spełnia wymogi Międzynarodowej Komisji Ochrony Przed Promieniowaniem Niejonizującym (ICNIRP International Commission on Non-Ionizing Radiation Protection).	[380, 889, 684, 908]
disposal-paragraph: Tento produkt nesmie byť likvidovaný s bežným domovým odpadom. Máte zodpovednosť zabezpečiť správnu likvidáciu všetkých odpadov z elektronických zariadení a preto ich musíte odovzdať na určené miesto na recykláciu týchto nebezpečných odpadov. Oddelený zber a správne zhodnocovanie odpadov z elektrických a elektronických zariadení nám pomáha chrániť prírodné zdroje a zaručiť bezpečnosť ľudského zdravia a životného prostredia. Pre viac informácií o likvidácii, zhodnocovaní a zberných miestach pre odpady z elektrických a elektronických zariadení sa obráťte na miestne mestské centrum, službu na likvidáciu domového odpadu, obchod, v ktorom ste zariadenie zakúpili, alebo výrobcu zariadenia.	[1472, 1026, 1810, 1103]
instruction-item: 4. Dbajte na opatrné premiestnenie produktu, aby nedošlo k poškodeniu.	[1486, 792, 1812, 802]
products-heading: Pro všechny výrobky:	[1107, 750, 1191, 759]
instruction-item: 1. Leia e siga as instruções.	[31, 762, 347, 772]
body-paragraph: Lurbe Grup S.A. complies with the requirements of the International Commission on Non-Ionizing Radiation Protection (ICNIRP).	[742, 229, 1060, 248]
crossed-bin-icon	[2209, 344, 2243, 388]
body-paragraph: I limiti fanno parte di ampie raccomandazioni per la protezione del pubblico generale. Queste raccomandazioni sono state sviluppate e verificate da organizzazioni scientifiche indipendenti attraverso frequenti e attente valutazioni di studi scientifici. L'unità di misura per il limite raccomandato dal Consiglio Europeo per i dispositivi mobili è il "Tasso di assorbimento specifico" (SAR, Specific Absorption Rate) e il limite medio di SAR è di 20 W/kg su 10 grammi di tessuto corporeo.	[2202, 185, 2519, 243]
section-subtitle: INSTRUCCIONES DE SEGURIDAD IMPORTANTES	[1472, 64, 1739, 76]
crossed-bin-icon	[1844, 315, 1878, 359]
weee-notice	[742, 300, 1082, 356]
crossed-bin-icon	[1479, 325, 1513, 369]
instruction-item: 4. Να προσέχετε κατά τη μεταφορά για να μην υποστεί ζημιά το προϊόν.	[1851, 792, 2177, 802]
products-heading: Pour tous les produits :	[1107, 90, 1197, 99]
instruction-item: 3. Przestrzegaj ostrzeżeń.	[394, 782, 710, 792]
weee-notice	[2202, 338, 2522, 395]
rohs-text: Dit product voldoet aan Richtlijn 2011/65/EU en de wijziging ervan (EU) 2015/863 van het Europees Parlement en de Raad van 4 juni 2015 betreffende de beperking van het gebruik van bepaalde gevaarlijke stoffen in elektrische en elektronische apparatuur.	[742, 1144, 1068, 1173]
body-paragraph: Společnost Lurbe Grup S.A. splňuje požadavky Mezinárodní komise pro ochranu před neionizujícím zářením (ICNIRP International Commission on Non-Ionizing Radiation Protection).	[1107, 889, 1434, 908]
section-title: ΑΣΦΑΛΕΙΑ	[1837, 690, 1980, 723]
weee-title: Upozornenie na WEEE:	[1521, 966, 1597, 974]
laptop-hub-drawing	[19, 19, 707, 648]
instruction-item: 1. Přečtěte si a dodržujte instrukce.	[1121, 762, 1447, 772]
body-paragraph: Bei Verwendung in Körpernähe wurde dieses Produkt getestet und erfüllt die ICNIRP-Expositionsrichtlinien sowie den europäischen Standard EN 62479 und EN 50663. Der SAR-Wert wurde mit dem Gerät in einem Abstand von 1,0 cm vom Körper gemessen, während es gleichzeitig auf allen Frequenzbändern die höchste zertifizierte Ausgangsleistung abgab.	[1837, 262, 2173, 301]
weee-text: Die Richtlinie über WEEE (Waste Electrical and Electronic Equipment, Abfall von elektrischen und elektronischen Geräten), die am 14/02/2014 als europäisches Gesetz in Kraft getreten ist, regelt die Behandlung von Elektronikgeräten am Ende ihrer Lebensdauer. Die Wiederverwendung, das Recycling und andere Formen der Rückgewinnung solcher Abfälle zur Reduzierung der Entsorgung haben Vorrang. Das WEEE-Logo befindet sich in diesem Abschnitt.	[1886, 316, 2170, 369]
body-paragraph: Ez a készülék megfelel az Európai Unió (1999/5/EK) által meghatározott követelményeknek, amelyek a lakosság általános elektromágneses tereknek való kitettségének korlátozására vonatkoznak az egészségvédelem érdekében.	[2202, 812, 2504, 841]
weee-title: Hinweis zur WEEE:	[1886, 316, 1948, 324]
body-paragraph: Limity sú súčasťou širokých odporúčaní na ochranu verejnosti. Tieto odporúčania boli vypracované a overené nezávislými vedeckými organizáciami prostredníctvom častých a dôkladných hodnotení vedeckých štúdií. Jednotkou merania pre odporúčaný limit Európskej rady pre mobilné zariadenia je "špecifická absorpčná miera" (SAR, Specific Absorption Rate) a priemerný limit SAR je 20 W/kg na 10 gramov telesného tkaniva.	[1472, 836, 1805, 884]
body-paragraph: Spoločnosť Lurbe Grup S.A. spĺňa požiadavky Medzinárodnej komisie pre ochranu pred neionizujúcim žiarením (ICNIRP International Commission on Non-Ionizing Radiation Protection).	[1472, 889, 1807, 908]
instruction-item: 4. Dbejte na to, aby se výrobek při přepravě nezničil.	[1121, 792, 1447, 802]
body-paragraph: Dieses Gerät entspricht den Anforderungen der Europäischen Union (1999/5/EG) in Bezug auf die Begrenzung der Exposition der allgemeinen Bevölkerung gegenüber elektromagnetischen Feldern im Hinblick auf den Gesundheitsschutz.	[1837, 152, 2169, 181]
disposal-paragraph: Tento výrobek nesmí být likvidován s běžným domovním odpadem. Máte povinnost likvidovat veškerý odpad z elektronických zařízení a proto je musíte odevzdat na určené místo sběru k recyklaci takových nebezpečných odpadů. Oddělený sběr a správné zpracování odpadu z elektrických a elektronických zařízení při jeho likvidaci nám umožňuje přispět k ochraně přírodních zdrojů a zajistit bezpečnost lidského zdraví a životního prostředí. Pro více informací o likvidaci, recyklaci a sběrných místech pro odpady z elektrických a elektronických zařízení se obraťte na místní městské centrum, službu pro likvidaci domovního odpadu, obchod, kde jste zařízení zakoupili, nebo výrobce zařízení.	[1107, 1026, 1444, 1094]
body-paragraph: Lurbe Grup S.A. cumple el requisito de la Comisión Internacional sobre la protección contra radiaciones no ionizantes (ICNIRP International Commission on Non-Ionizing Radiation Protection).	[1472, 248, 1812, 267]
section-de	[1837, 30, 2177, 650]
hub-body	[424, 394, 469, 614]
usb3-label: USB 3.0	[516, 594, 619, 631]
instruction-item: 2. Przechowuj instrukcje w bezpiecznym miejscu.	[394, 772, 710, 782]
body-paragraph: Toto zariadenie spĺňa požiadavky Európskej únie (1999/5/ES) týkajúce sa obmedzenia vystavenia verejnosti elektromagnetickým poliam, pokiaľ ide o ochranu zdravia.	[1472, 812, 1792, 831]
body-paragraph: En el caso de uso junto al cuerpo, este producto se ha probado y cumple las pautas de exposición ICNIRP y el estándar europeo EN 62479 y EN 50663. El valor SAR se ha medido con el dispositivo a una distancia de 1,0 cm del cuerpo mientras transmitía con el nivel más alto de potencia de salida certificado más alto en todas las bandas de frecuencia del dispositivo móvil.	[1472, 272, 1803, 311]
disposal-paragraph: Dieses Produkt darf nicht zusammen mit dem üblichen Haushaltsmüll entsorgt werden. Sie sind dafür verantwortlich, alle Abfälle Ihrer elektronischen Geräte ordnungsgemäß zu entsorgen und sie an den dafür vorgesehenen Sammelstellen für die Entsorgung solcher gefährlichen Abfälle abzugeben. Die getrennte Sammlung und ordnungsgemäße Entsorgung Ihrer elektronischen Geräteabfälle trägt zum Erhalt natürlicher Ressourcen und zum Schutz der Sicherheit von Mensch und Umwelt zu gewährleisten. Weitere Informationen zur Entsorgung, Wiederverwertung und den Sammelstellen für elektronische Geräteabfälle erhalten Sie von Ihrer örtlichen Stadtverwaltung, dem Entsorgungsdienstleister, dem Geschäft, in dem Sie das Gerät gekauft haben, oder dem Hersteller des Geräts.	[1837, 385, 2174, 472]
body-paragraph: Nel caso di utilizzo a contatto con il corpo, questo prodotto è stato testato e rispetta le linee guida di esposizione dell'ICNIRP e gli standard europei EN 62479 e EN 50663. Il valore SAR è stato misurato con il dispositivo a una distanza di 1,0 cm dal corpo trasmettendo contemporaneamente al livello di potenza di uscita certificato più alto in tutte le bande di frequenza del dispositivo mobile.	[2202, 282, 2520, 330]
weee-title: Avertissement WEEE :	[1156, 311, 1229, 319]
section-subtitle: INSTRUÇÕES DE SEGURANÇA IMPORTANTES	[17, 724, 269, 736]
instruction-list	[756, 762, 1082, 802]
instruction-item: 1. Lea y siga las instrucciones.	[1486, 102, 1812, 112]
section-hu	[2202, 690, 2522, 1300]
disposal-paragraph: Dit product mag niet samen met het normale huisvuil worden weggegooid. U bent verantwoordelijk voor het correct verwijderen van alle afval van uw elektronische apparatuur en hiervoor moet u ze naar het aangewezen inzamelpunt voor de recycling van dergelijk gevaarlijk afval brengen. Het gescheiden inzamelen en correct terugwinnen van afval van uw elektrische en elektronische apparatuur helpt bij het behoud van natuurlijke hulpbronnen en zorgt voor de veiligheid van mens en milieu. Neem voor meer informatie over de verwijdering, recycling en inzamelpunten voor elektrisch en elektronisch afval contact op met het lokale stadscentrum, de afvalinzameldienst, de winkel waar u het apparaat heeft gekocht of de fabrikant van het apparaat.	[742, 1045, 1082, 1122]
weee-notice	[1837, 309, 2177, 375]
weee-notice	[17, 979, 347, 1036]
weee-text: Dyrektywa dotycząca WEEE (Waste Electrical and Electronic Equipment, Odpady Elektryczne i Elektroniczne), która weszła w życie jako prawo europejskie 14/02/2014, dotyczy postępowania z urządzeniami elektronicznymi po zakończeniu ich użytkowania. Priorytetem jest ponowne wykorzystanie, recykling i inne formy odzysku tych odpadów w celu zmniejszenia ich usuwania. Logo WEEE jest widoczne w tej sekcji.	[429, 976, 697, 1029]
body-paragraph: Lurbe Grup S.A. voldoet aan de vereisten van de Internationale Commissie voor Non-Ionizing Radiation Protection (ICNIRP) met betrekking tot bescherming tegen niet-ioniserende straling.	[742, 898, 1081, 918]
